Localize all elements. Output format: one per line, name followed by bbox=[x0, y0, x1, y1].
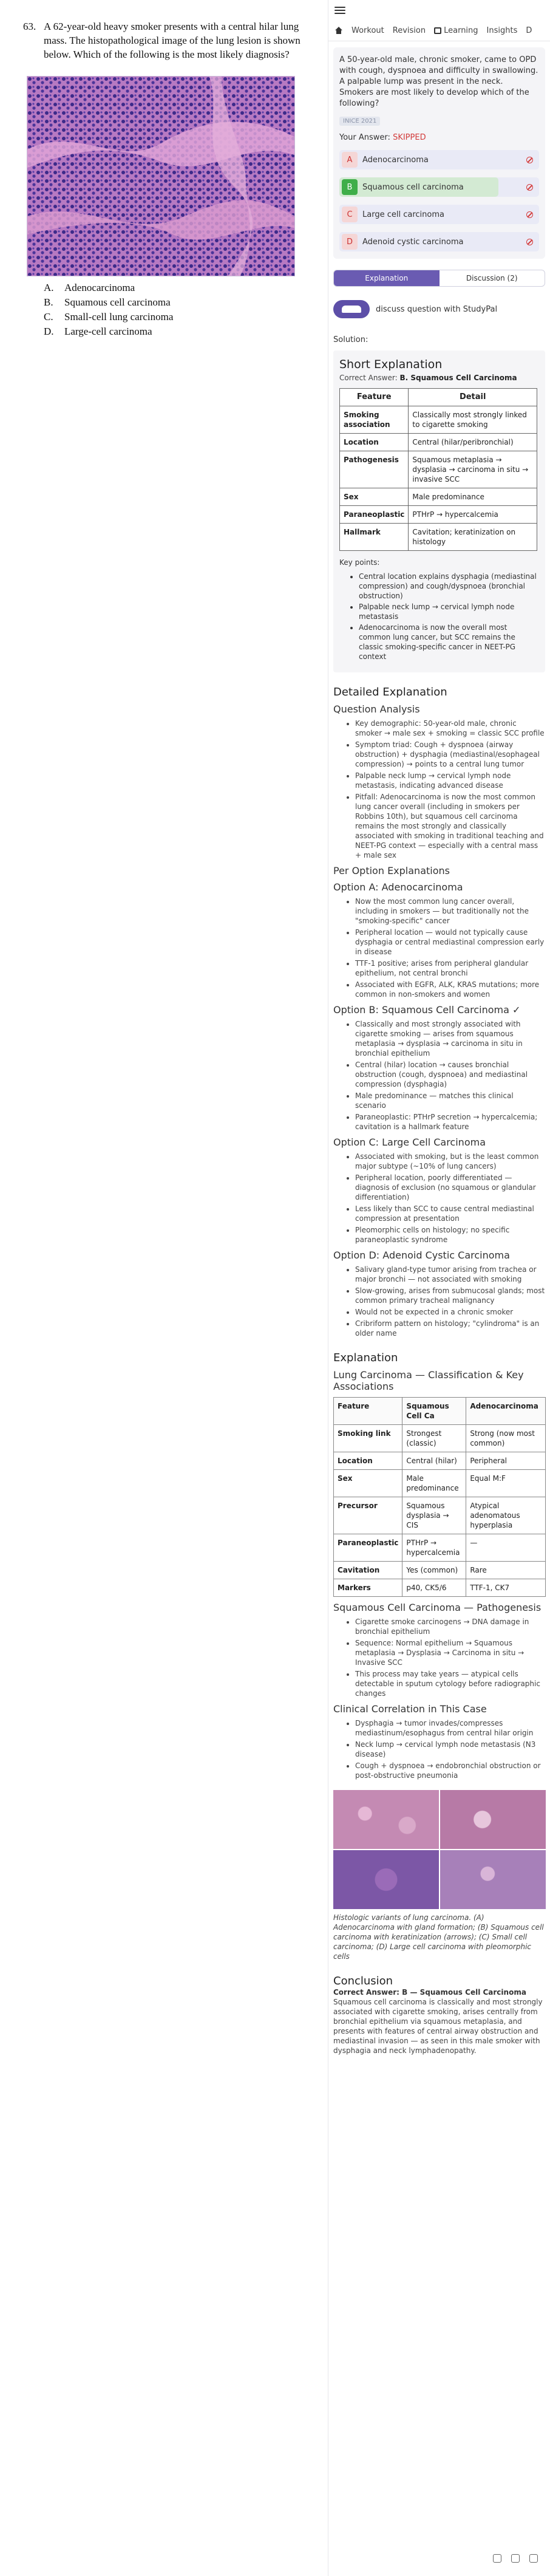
comparison-table: Feature Squamous Cell Ca Adenocarcinoma Smoking link Strongest (classic) Strong (now most common) Location Central (hilar) Peripheral Sex Male predominance Equal M:F Precursor Squamous dysplasia → CIS Atypical adenomatous hyperplasia Paraneoplastic PTHrP → hypercalcemia — Cavitation Yes (common) Rare Markers p40, CK5/6 TTF-1, CK7 bbox=[333, 1397, 546, 1597]
pathogenesis-points: • Cigarette smoke carcinogens → DNA damage in bronchial epithelium • Sequence: Normal epithelium → Squamous metaplasia → Dysplasia → Carcinoma in situ → Invasive SCC • This process may take years — atypical cells detectable in sputum cytology before radiographic changes bbox=[355, 1617, 545, 1698]
nav-more[interactable]: D bbox=[526, 26, 532, 35]
tab-explanation[interactable]: Explanation bbox=[334, 270, 440, 286]
share-icon[interactable] bbox=[529, 2554, 538, 2563]
key-points-label: Key points: bbox=[339, 558, 380, 567]
table-row: Smoking link Strongest (classic) Strong (now most common) bbox=[334, 1425, 546, 1452]
image-choice: B. Squamous cell carcinoma bbox=[44, 296, 171, 308]
option-c-points: • Associated with smoking, but is the least common major subtype (~10% of lung cancers) • Peripheral location, poorly differentiated — diagnosis of exclusion (no squamous or glandular differentiation) • Less likely than SCC to cause central mediastinal compression at presentation • Pleomorphic cells on histology; no specific paraneoplastic syndrome bbox=[355, 1152, 545, 1245]
question-image-choices bbox=[44, 281, 173, 339]
short-title: Short Explanation bbox=[339, 358, 443, 371]
table-row: Markers p40, CK5/6 TTF-1, CK7 bbox=[334, 1579, 546, 1597]
solution-label: Solution: bbox=[333, 335, 368, 344]
image-choice: D. Large-cell carcinoma bbox=[44, 326, 152, 337]
discuss-with-studypal[interactable]: discuss question with StudyPal bbox=[333, 300, 545, 318]
question-image-stem: 63. A 62-year-old heavy smoker presents with a central hilar lung mass. The histopathological image of the lung lesion is shown below. Which of the following is the most likely diagnosis? bbox=[23, 21, 300, 60]
book-icon bbox=[434, 27, 441, 34]
short-table: Feature Detail Smoking association Classically most strongly linked to cigarette smoking Location Central (hilar/peribronchial) Pathogenesis Squamous metaplasia → dysplasia → carcinoma in situ → invasive SCC Sex Male predominance Paraneoplastic PTHrP → hypercalcemia Hallmark Cavitation; keratinization on histology bbox=[339, 388, 537, 551]
explanation-tabs bbox=[333, 270, 545, 287]
wrong-icon bbox=[526, 211, 533, 218]
menu-icon[interactable] bbox=[334, 7, 345, 14]
option-a[interactable]: A Adenocarcinoma bbox=[339, 150, 539, 169]
question-analysis: • Key demographic: 50-year-old male, chronic smoker → male sex + smoking = classic SCC profile • Symptom triad: Cough + dyspnoea (airway obstruction) + dysphagia (mediastinal/esophageal compression) → points to a central lung tumor • Palpable neck lump → cervical lymph node metastasis, indicating advanced disease • Pitfall: Adenocarcinoma is now the most common lung cancer overall (including in smokers per Robbins 10th), but squamous cell carcinoma remains the most strongly and classically associated with smoking in traditional teaching and NEET-PG context — especially with a central mass + male sex bbox=[355, 719, 545, 860]
clinical-points: • Dysphagia → tumor invades/compresses mediastinum/esophagus from central hilar origin • Neck lump → cervical lymph node metastasis (N3 disease) • Cough + dyspnoea → endobronchial obstruction or post-obstructive pneumonia bbox=[355, 1718, 545, 1780]
app-panel bbox=[328, 0, 550, 2576]
answer-status: SKIPPED bbox=[393, 133, 426, 142]
histology-image bbox=[27, 76, 295, 276]
nav-learning[interactable]: Learning bbox=[434, 26, 478, 35]
top-bar bbox=[328, 0, 550, 21]
your-answer: Your Answer: SKIPPED bbox=[339, 133, 426, 142]
thumbs-down-icon[interactable] bbox=[511, 2554, 520, 2563]
wrong-icon bbox=[526, 239, 533, 245]
question-number: 63. bbox=[23, 21, 36, 32]
nav-insights[interactable]: Insights bbox=[486, 26, 518, 35]
correct-answer: Correct Answer: B. Squamous Cell Carcinoma bbox=[339, 374, 517, 382]
option-d-points: • Salivary gland-type tumor arising from trachea or major bronchi — not associated with smoking • Slow-growing, arises from submucosal glands; most common primary tracheal malignancy • Would not be expected in a chronic smoker • Cribriform pattern on histology; "cylindroma" is an older name bbox=[355, 1265, 545, 1338]
home-icon bbox=[334, 27, 343, 35]
nav-revision[interactable]: Revision bbox=[392, 26, 426, 35]
feedback-actions bbox=[493, 2554, 538, 2563]
detailed-explanation: Detailed Explanation Question Analysis • Key demographic: 50-year-old male, chronic smoker → male sex + smoking = classic SCC profile • Symptom triad: Cough + dyspnoea (airway obstruction) + dysphagia (mediastinal/esophageal compression) → points to a central lung tumor • Palpable neck lump → cervical lymph node metastasis, indicating advanced disease • Pitfall: Adenocarcinoma is now the most common lung cancer overall (including in smokers per Robbins 10th), but squamous cell carcinoma remains the most strongly and classically associated with smoking in traditional teaching and NEET-PG context — especially with a central mass + male sex Per Option Explanations Option A: Adenocarcinoma • Now the most common lung cancer overall, including in smokers — but traditionally not the "smoking-specific" cancer • Peripheral location — would not typically cause dysphagia or central mediastinal compression early in disease • TTF-1 positive; arises from peripheral glandular epithelium, not central bronchi • Associated with EGFR, ALK, KRAS mutations; more common in non-smokers and women Option B: Squamous Cell Carcinoma ✓ • Classically and most strongly associated with cigarette smoking — arises from squamous metaplasia → dysplasia → carcinoma in situ in bronchial epithelium • Central (hilar) location → causes bronchial obstruction (cough, dyspnoea) and mediastinal compression (dysphagia) • Male predominance — matches this clinical scenario • Paraneoplastic: PTHrP secretion → hypercalcemia; cavitation is a hallmark feature Option C: Large Cell Carcinoma • Associated with smoking, but is the least common major subtype (~10% of lung cancers) • Peripheral location, poorly differentiated — diagnosis of exclusion (no squamous or glandular differentiation) • Less likely than SCC to cause central mediastinal compression at presentation • Pleomorphic cells on histology; no specific paraneoplastic syndrome Option D: Adenoid Cystic Carcinoma • Salivary gland-type tumor arising from trachea or major bronchi — not associated with smoking • Slow-growing, arises from submucosal glands; most common primary tracheal malignancy • Would not be expected in a chronic smoker • Cribriform pattern on histology; "cylindroma" is an older name Explanation Lung Carcinoma — Classification & Key Associations Feature Squamous Cell Ca Adenocarcinoma Smoking link Strongest (classic) Strong (now most common) Location Central (hilar) Peripheral Sex Male predominance Equal M:F Precursor Squamous dysplasia → CIS Atypical adenomatous hyperplasia Paraneoplastic PTHrP → hypercalcemia — Cavitation Yes (common) Rare Markers p40, CK5/6 TTF-1, CK7 Squamous Cell Carcinoma — Pathogenesis • Cigarette smoke carcinogens → DNA damage in bronchial epithelium • Sequence: Normal epithelium → Squamous metaplasia → Dysplasia → Carcinoma in situ → Invasive SCC • This process may take years — atypical cells detectable in sputum cytology before radiographic changes Clinical Correlation in This Case • Dysphagia → tumor invades/compresses mediastinum/esophagus from central hilar origin • Neck lump → cervical lymph node metastasis (N3 disease) • Cough + dyspnoea → endobronchial obstruction or post-obstructive pneumonia Histologic variants of lung carcinoma. (A) Adenocarcinoma with gland formation; (B) Squamous cell carcinoma with keratinization (arrows); (C) Small cell carcinoma; (D) Large cell carcinoma with pleomorphic cells Conclusion Correct Answer: B — Squamous Cell Carcinoma Squamous cell carcinoma is classically and most strongly associated with cigarette smoking, arises centrally from bronchial epithelium via squamous metaplasia, and presents with features of central airway obstruction and mediastinal invasion — as seen in this male smoker with dysphagia and neck lymphadenopathy. bbox=[328, 686, 550, 2055]
table-row: Location Central (hilar) Peripheral bbox=[334, 1452, 546, 1470]
wrong-icon bbox=[526, 157, 533, 163]
table-row: Precursor Squamous dysplasia → CIS Atypical adenomatous hyperplasia bbox=[334, 1497, 546, 1534]
image-choice: C. Small-cell lung carcinoma bbox=[44, 311, 174, 323]
key-points: • Central location explains dysphagia (mediastinal compression) and cough/dyspnoea (bronchial obstruction) • Palpable neck lump → cervical lymph node metastasis • Adenocarcinoma is now the overall most common lung cancer, but SCC remains the classic smoking-specific cancer in NEET-PG context bbox=[359, 572, 539, 661]
table-row: Sex Male predominance Equal M:F bbox=[334, 1470, 546, 1497]
option-c[interactable]: C Large cell carcinoma bbox=[339, 205, 539, 224]
studypal-logo-icon bbox=[333, 300, 370, 318]
table-row: Paraneoplastic PTHrP → hypercalcemia — bbox=[334, 1534, 546, 1562]
short-explanation bbox=[333, 350, 545, 672]
wrong-icon bbox=[526, 184, 533, 191]
table-row: Hallmark Cavitation; keratinization on histology bbox=[340, 524, 537, 551]
histology-variants-image bbox=[333, 1790, 546, 1909]
table-row: Paraneoplastic PTHrP → hypercalcemia bbox=[340, 506, 537, 524]
table-row: Location Central (hilar/peribronchial) bbox=[340, 434, 537, 451]
table-row: Pathogenesis Squamous metaplasia → dysplasia → carcinoma in situ → invasive SCC bbox=[340, 451, 537, 488]
nav-workout[interactable]: Workout bbox=[351, 26, 384, 35]
exam-tag: INICE 2021 bbox=[339, 117, 380, 126]
nav-home[interactable] bbox=[334, 27, 343, 35]
option-a-points: • Now the most common lung cancer overall, including in smokers — but traditionally not the "smoking-specific" cancer • Peripheral location — would not typically cause dysphagia or central mediastinal compression early in disease • TTF-1 positive; arises from peripheral glandular epithelium, not central bronchi • Associated with EGFR, ALK, KRAS mutations; more common in non-smokers and women bbox=[355, 897, 545, 999]
main-nav bbox=[328, 21, 550, 41]
table-row: Sex Male predominance bbox=[340, 488, 537, 506]
table-row: Smoking association Classically most strongly linked to cigarette smoking bbox=[340, 406, 537, 434]
table-row: Cavitation Yes (common) Rare bbox=[334, 1562, 546, 1579]
question-image-panel bbox=[0, 0, 328, 377]
tab-discussion[interactable]: Discussion (2) bbox=[466, 274, 518, 282]
histology-svg bbox=[27, 77, 295, 276]
conclusion-text: Squamous cell carcinoma is classically and most strongly associated with cigarette smoking, arises centrally from bronchial epithelium via squamous metaplasia, and presents with features of central airway obstruction and mediastinal invasion — as seen in this male smoker with dysphagia and neck lymphadenopathy. bbox=[333, 1998, 543, 2055]
image-caption: Histologic variants of lung carcinoma. (A) Adenocarcinoma with gland formation; (B) Squamous cell carcinoma with keratinization (arrows); (C) Small cell carcinoma; (D) Large cell carcinoma with pleomorphic cells bbox=[333, 1913, 544, 1961]
option-b[interactable]: B Squamous cell carcinoma bbox=[339, 177, 539, 197]
image-choice: A. Adenocarcinoma bbox=[44, 282, 135, 293]
option-b-points: • Classically and most strongly associated with cigarette smoking — arises from squamous metaplasia → dysplasia → carcinoma in situ in bronchial epithelium • Central (hilar) location → causes bronchial obstruction (cough, dyspnoea) and mediastinal compression (dysphagia) • Male predominance — matches this clinical scenario • Paraneoplastic: PTHrP secretion → hypercalcemia; cavitation is a hallmark feature bbox=[355, 1019, 545, 1132]
question-card bbox=[333, 47, 545, 259]
question-text: A 50-year-old male, chronic smoker, came to OPD with cough, dyspnoea and difficulty in swallowing. A palpable lump was present in the neck. Smokers are most likely to develop which of the following? bbox=[339, 55, 538, 108]
option-d[interactable]: D Adenoid cystic carcinoma bbox=[339, 232, 539, 251]
thumbs-up-icon[interactable] bbox=[493, 2554, 501, 2563]
